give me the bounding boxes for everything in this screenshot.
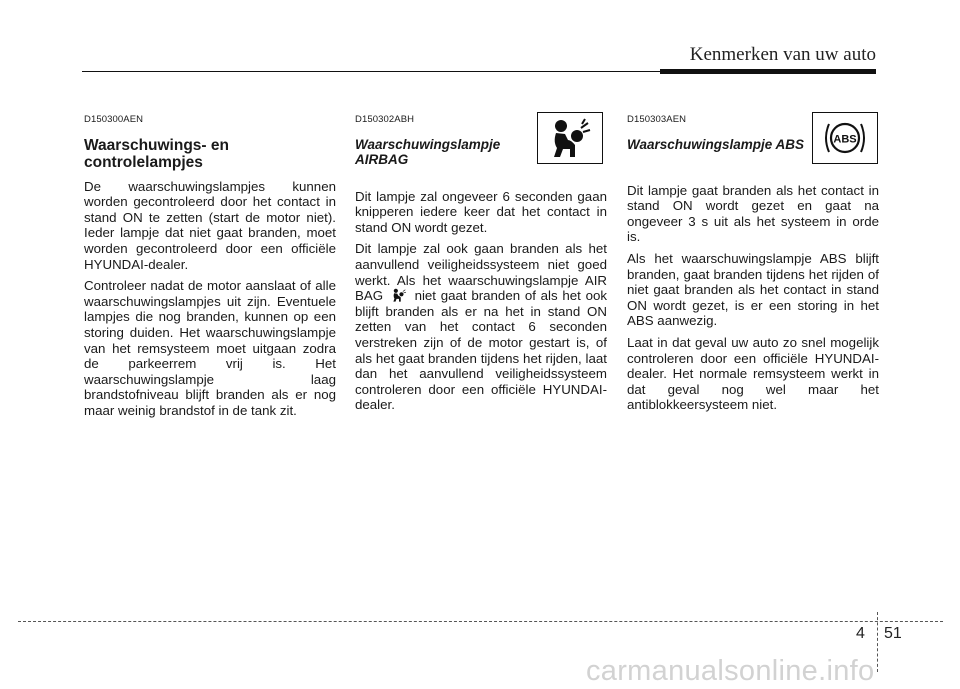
chapter-number: 4 — [856, 625, 865, 642]
section-code: D150302ABH — [355, 114, 415, 125]
paragraph: Laat in dat geval uw auto zo snel mogelijk controleren door een officiële HYUNDAI-dealer. Het normale remsysteem werkt in dat geval nog wel maar het antiblokkeersysteem niet. — [627, 334, 879, 413]
paragraph: Als het waarschuwingslampje ABS blijft branden, gaat branden tijdens het rijden of niet gaat branden als het contact in stand ON wordt gezet, is er een storing in het ABS aanwezig. — [627, 250, 879, 329]
section-code: D150303AEN — [627, 114, 687, 125]
section-heading: Waarschuwingslampje ABS — [627, 136, 805, 152]
section-title: Kenmerken van uw auto — [689, 44, 876, 65]
paragraph-text: niet gaat branden of als het ook blijft branden als er na het in stand ON zetten van het contact 6 seconden verstreken zijn of de motor gestart is, of als het gaat branden tijdens het rijden, laat dan het aanvullend veiligheidssysteem controleren door een officiële HYUNDAI-dealer. — [355, 288, 608, 413]
section-code: D150300AEN — [84, 114, 144, 125]
paragraph: Controleer nadat de motor aanslaat of alle waarschuwingslampjes uit zijn. Eventuele lampjes die nog branden, kunnen op een storing duiden. Het waarschuwingslampje van het remsysteem moet uitgaan zodra de parkeerrem vrij is. Het waarschuwingslampje laag brandstofniveau blijft branden als er nog maar weinig brandstof in de tank zit. — [84, 278, 336, 418]
abs-icon-label: ABS — [833, 133, 857, 146]
paragraph: Dit lampje gaat branden als het contact in stand ON wordt gezet en gaat na ongeveer 3 s uit als het systeem in orde is. — [627, 182, 879, 245]
header-rule-thick — [660, 69, 876, 74]
paragraph: De waarschuwingslampjes kunnen worden gecontroleerd door het contact in stand ON te zetten (start de motor niet). Ieder lampje dat niet gaat branden, moet worden gecontroleerd door een officiële HYUNDAI-dealer. — [84, 178, 336, 272]
airbag-inline-icon — [391, 288, 407, 302]
column-warning-lamps — [84, 112, 336, 425]
page-number: 51 — [884, 625, 902, 642]
footer-rule — [18, 621, 943, 622]
paragraph-text: Dit lampje zal ook gaan branden als het aanvullend veiligheidssysteem niet goed werkt. Als het waarschuwingslampje AIR BAG — [355, 241, 607, 304]
paragraph — [355, 241, 607, 413]
footer-divider — [877, 612, 878, 672]
column-abs — [627, 112, 879, 419]
header-rule — [82, 71, 665, 72]
section-heading: Waarschuwingslampje AIRBAG — [355, 136, 501, 167]
paragraph: Dit lampje zal ongeveer 6 seconden gaan knipperen iedere keer dat het contact in stand ON wordt gezet. — [355, 188, 607, 235]
watermark: carmanualsonline.info — [586, 655, 875, 687]
section-heading: Waarschuwings- en controlelampjes — [84, 136, 229, 171]
column-airbag — [355, 112, 607, 419]
